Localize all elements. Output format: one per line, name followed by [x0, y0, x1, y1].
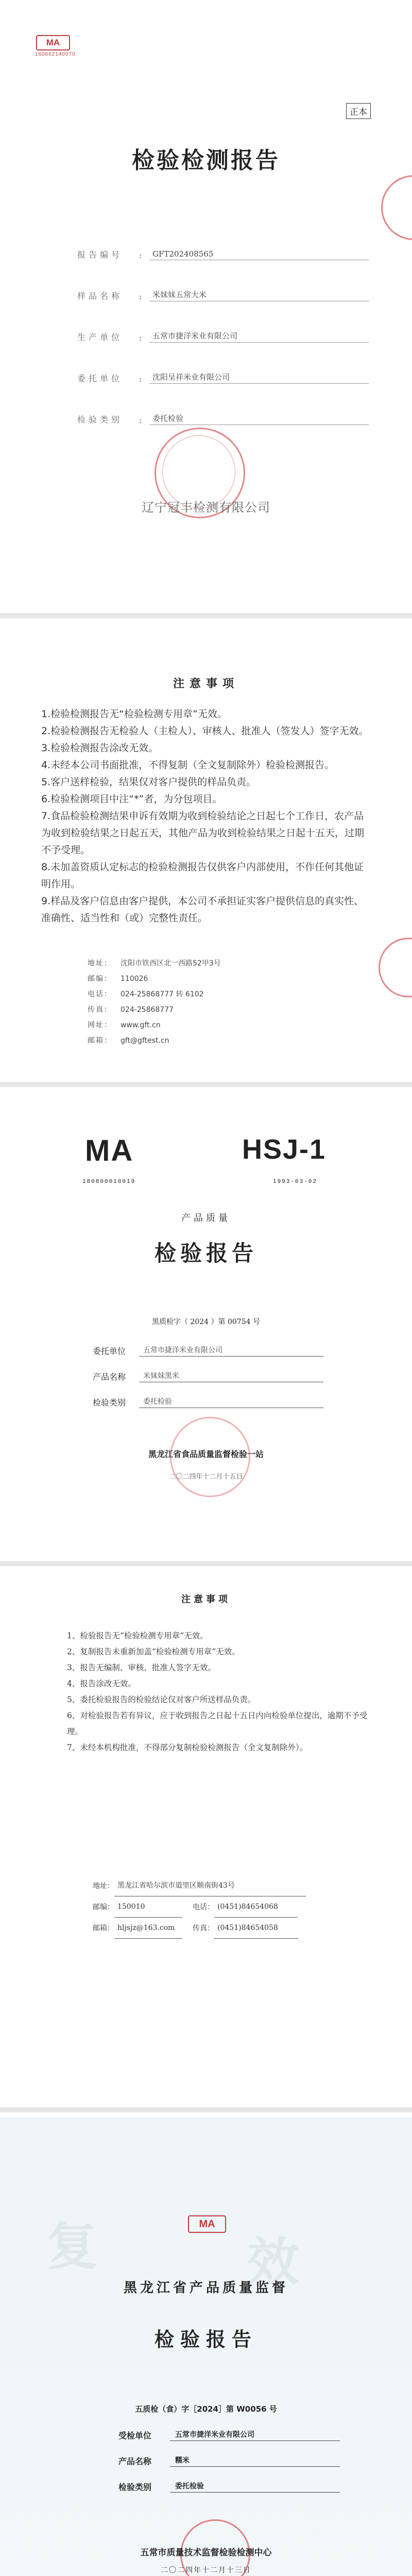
field-value: 五常市捷洋米业有限公司 — [139, 1345, 323, 1357]
contact-value: 024-25868777 — [121, 1006, 174, 1014]
field-manufacturer: 生产单位 : 五常市捷洋米业有限公司 — [77, 327, 369, 343]
contact-label: 地址： — [88, 959, 112, 968]
field-label: 报告编号 — [77, 250, 123, 260]
contact-block — [88, 956, 345, 1048]
page-title: 检验检测报告 — [132, 147, 280, 174]
contact-label: 传真： — [193, 1924, 214, 1933]
notice-item: 3.检验检测报告涂改无效。 — [41, 742, 159, 754]
field-category: 检验类别 : 委托检验 — [77, 410, 369, 425]
notice-item: 2.检验检测报告无检验人（主检人）、审核人、批准人（签发人）签字无效。 — [41, 725, 369, 737]
contact-label: 邮编： — [93, 1903, 114, 1911]
field-value: 五常市捷洋米业有限公司 — [149, 330, 369, 343]
cma-logo: MA — [188, 2215, 226, 2233]
field-product — [118, 2452, 340, 2467]
field-label: 样品名称 — [77, 291, 123, 301]
field-label: 检验类别 — [118, 2482, 152, 2492]
watermark: 复 — [46, 2216, 98, 2277]
contact-address: 黑龙江省哈尔滨市道里区顺南街43号 — [114, 1875, 306, 1896]
report-page-1 — [0, 0, 412, 613]
notice-item: 8.未加盖资质认定标志的检验检测报告仅供客户内部使用，不作任何其他证明作用。 — [41, 861, 364, 890]
field-value: 五常市捷洋米业有限公司 — [170, 2429, 340, 2441]
report-page-2 — [0, 1087, 412, 1561]
notice-item: 7.食品检验检测结果申诉有效期为收到检验结论之日起七个工作日，农产品为收到检验结果之日起五天，其他产品为收到检验结果之日起十五天，过期不予受理。 — [41, 810, 365, 856]
issue-date: 二〇二四年十二月十三日 — [161, 2566, 251, 2574]
field-sample-name: 样品名称 : 米妹妹五常大米 — [77, 286, 369, 301]
field-label: 委托单位 — [77, 374, 123, 383]
contact-label: 电话： — [193, 1903, 214, 1911]
notice-item: 6、对检验报告若有异议，应于收到报告之日起十五日内向检验单位提出，逾期不予受理。 — [67, 1711, 368, 1736]
notice-item: 5、委托检验报告的检验结论仅对客户所送样品负责。 — [67, 1695, 256, 1704]
field-value: 米妹妹五常大米 — [149, 289, 369, 301]
contact-postcode: 150010 — [114, 1896, 182, 1918]
contact-value[interactable]: gft@gftest.cn — [121, 1037, 169, 1045]
cma-code: 160602140070 — [35, 52, 76, 57]
notice-item: 1.检验检测报告无“检验检测专用章”无效。 — [41, 708, 227, 720]
field-value: 沈阳呈祥米业有限公司 — [149, 371, 369, 384]
cma-logo: MA — [36, 35, 70, 50]
field-report-no: 报告编号 : GFT202408565 — [77, 245, 369, 260]
notice-page-2 — [0, 1566, 412, 2107]
issuer-name: 五常市质量技术监督检验检测中心 — [140, 2548, 272, 2558]
field-label: 产品名称 — [118, 2456, 152, 2466]
page-title: 检验报告 — [154, 2328, 258, 2351]
contact-label: 电话： — [88, 990, 112, 998]
field-value: 委托检验 — [139, 1396, 323, 1408]
contact-label: 网址： — [88, 1021, 112, 1029]
field-inspected-unit — [118, 2427, 340, 2441]
field-value: 委托检验 — [149, 413, 369, 425]
notice-item: 1、检验报告无“检验检测专用章”无效。 — [67, 1631, 208, 1640]
field-value: 糯米 — [170, 2455, 340, 2467]
contact-phone: (0451)84654068 — [214, 1896, 298, 1918]
notice-title: 注意事项 — [181, 1594, 231, 1605]
notice-list — [67, 1628, 371, 1756]
field-value: 委托检验 — [170, 2481, 340, 2493]
field-product — [93, 1368, 323, 1382]
notice-item: 6.检验检测项目中注“*”者，为分包项目。 — [41, 793, 222, 805]
report-category: 产品质量 — [181, 1213, 231, 1224]
contact-label: 邮箱： — [88, 1037, 112, 1045]
edge-seal-stamp — [381, 175, 412, 240]
contact-fax: (0451)84654058 — [214, 1918, 298, 1939]
field-value: 米妹妹黑米 — [139, 1370, 323, 1382]
field-value: GFT202408565 — [149, 249, 369, 260]
notice-item: 5.客户送样检验，结果仅对客户提供的样品负责。 — [41, 776, 256, 788]
field-label: 检验类别 — [93, 1398, 126, 1408]
field-label: 委托单位 — [93, 1346, 126, 1356]
edge-seal-stamp — [379, 938, 412, 997]
field-category — [93, 1394, 323, 1408]
notice-title: 注意事项 — [173, 677, 239, 690]
hsj-logo: HSJ-1 — [242, 1134, 327, 1165]
notice-item: 9.样品及客户信息由客户提供，本公司不承担证实客户提供信息的真实性、准确性、适当性和（或）完整性责任。 — [41, 895, 364, 924]
notice-item: 4、报告涂改无效。 — [67, 1679, 136, 1688]
cma-logo: MA — [85, 1134, 134, 1167]
notice-page-1 — [0, 618, 412, 1082]
contact-value: 110026 — [121, 975, 148, 983]
contact-label: 邮编： — [88, 975, 112, 983]
issuer-name: 黑龙江省食品质量监督检验一站 — [148, 1449, 264, 1459]
field-label: 检验类别 — [77, 415, 123, 425]
report-number: 五质检（食）字［2024］第 W0056 号 — [135, 2404, 277, 2414]
notice-item: 2、复制报告未重新加盖“检验检测专用章”无效。 — [67, 1647, 240, 1656]
contact-label: 邮箱： — [93, 1924, 114, 1933]
field-label: 产品名称 — [93, 1372, 126, 1382]
cma-code: 180800010019 — [82, 1179, 136, 1185]
notice-list — [41, 706, 371, 927]
field-client: 委托单位 : 沈阳呈祥米业有限公司 — [77, 368, 369, 384]
contact-value[interactable]: www.gft.cn — [121, 1021, 161, 1029]
contact-label: 传真： — [88, 1006, 112, 1014]
field-label: 受检单位 — [118, 2431, 152, 2441]
contact-label: 地址： — [93, 1882, 114, 1890]
contact-value: 024-25868777 转 6102 — [121, 990, 204, 998]
field-client — [93, 1342, 323, 1357]
watermark: 效 — [247, 2231, 299, 2292]
notice-item: 7、未经本机构批准，不得部分复制检验检测报告（全文复制除外）。 — [67, 1743, 308, 1752]
notice-item: 4.未经本公司书面批准，不得复制（全文复制除外）检验检测报告。 — [41, 759, 335, 771]
contact-block — [93, 1875, 306, 1939]
report-header: 黑龙江省产品质量监督 — [123, 2280, 288, 2296]
issuer-name: 辽宁冠丰检测有限公司 — [142, 500, 270, 515]
notice-item: 3、报告无编制、审核、批准人签字无效。 — [67, 1663, 216, 1672]
original-tag: 正本 — [346, 103, 371, 119]
field-label: 生产单位 — [77, 332, 123, 342]
report-page-3 — [0, 2117, 412, 2576]
issue-date: 二〇二四年十二月十五日 — [169, 1473, 243, 1481]
contact-value: 沈阳市铁西区北一西路52甲3号 — [121, 959, 221, 968]
report-number: 黑质检字（ 2024 ）第 00754 号 — [152, 1318, 260, 1326]
page-title: 检验报告 — [154, 1241, 258, 1266]
date-code: 1993-03-02 — [273, 1179, 318, 1185]
field-category — [118, 2478, 340, 2493]
contact-email[interactable]: hljsjz@163.com — [114, 1918, 182, 1939]
